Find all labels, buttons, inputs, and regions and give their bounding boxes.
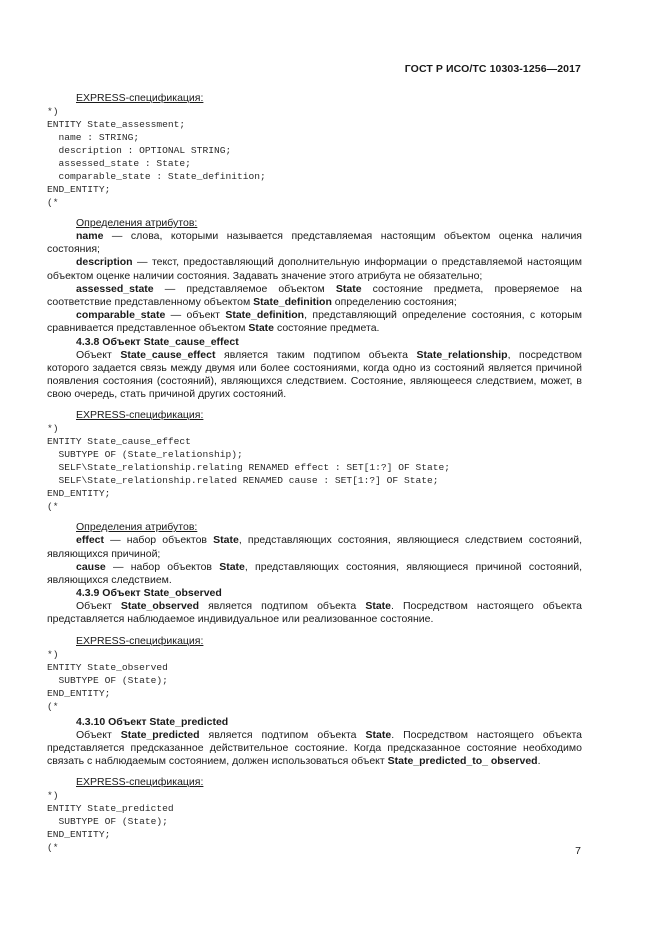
page-content	[47, 92, 582, 854]
express-code-block: *) ENTITY State_predicted SUBTYPE OF (State); END_ENTITY; (*	[47, 790, 174, 854]
attributes-label: Определения атрибутов:	[76, 217, 198, 229]
section-paragraph: Объект State_predicted является подтипом объекта State. Посредством настоящего объекта представляется предсказанное действительное состояние. Когда предсказанное состояние необходимо связать с наблюдаемым состоянием, должен использоваться объект State_predicted_to_ observed.	[47, 728, 582, 768]
document-header: ГОСТ Р ИСО/ТС 10303-1256—2017	[404, 63, 581, 75]
section-heading: 4.3.8 Объект State_cause_effect	[76, 335, 239, 348]
express-label: EXPRESS-спецификация:	[76, 634, 204, 647]
attr-definition: comparable_state — объект State_definition, представляющий определение состояния, с которым сравнивается представленное объектом State состояние предмета.	[47, 309, 582, 335]
section-heading: 4.3.9 Объект State_observed	[76, 587, 222, 600]
express-label: EXPRESS-спецификация:	[76, 776, 204, 789]
express-code-block: *) ENTITY State_assessment; name : STRING; description : OPTIONAL STRING; assessed_state : State; comparable_state : State_definition; END_ENTITY; (*	[47, 106, 266, 208]
express-code-block: *) ENTITY State_observed SUBTYPE OF (State); END_ENTITY; (*	[47, 648, 168, 712]
express-label: EXPRESS-спецификация:	[76, 92, 204, 104]
page-number: 7	[575, 845, 581, 857]
attr-definition: cause — набор объектов State, представляющих состояния, являющиеся причиной состояний, являющихся следствием.	[47, 560, 583, 587]
attr-definition: effect — набор объектов State, представляющих состояния, являющиеся следствием состояний, являющихся причиной;	[47, 534, 582, 560]
section-paragraph: Объект State_cause_effect является таким подтипом объекта State_relationship, посредством которого задается связь между двумя или более состояниями, когда одно из состояний является причиной появления состояния (состояний), являющихся следствием. Состояние, являющееся следствием, может, в свою очередь, стать причиной других состояний.	[47, 348, 582, 401]
attr-definition: assessed_state — представляемое объектом State состояние предмета, проверяемое на соответствие представленному объектом State_definition определению состояния;	[47, 282, 582, 309]
express-code-block: *) ENTITY State_cause_effect SUBTYPE OF (State_relationship); SELF\State_relationship.relating RENAMED effect : SET[1:?] OF State; SELF\State_relationship.related RENAMED cause : SET[1:?] OF State; END_ENTITY; (*	[47, 423, 451, 513]
section-heading: 4.3.10 Объект State_predicted	[76, 715, 229, 728]
attr-definition: name — слова, которыми называется представляемая настоящим объектом оценка наличия состояния;	[47, 230, 582, 256]
section-paragraph: Объект State_observed является подтипом объекта State. Посредством настоящего объекта представляется наблюдаемое индивидуальное или реализованное состояние.	[47, 600, 582, 626]
attributes-label: Определения атрибутов:	[76, 521, 198, 534]
express-label: EXPRESS-спецификация:	[76, 409, 204, 422]
attr-definition: description — текст, предоставляющий дополнительную информации о представляемой настоящим объектом оценке наличии состояния. Задавать значение этого атрибута не обязательно;	[47, 256, 582, 282]
